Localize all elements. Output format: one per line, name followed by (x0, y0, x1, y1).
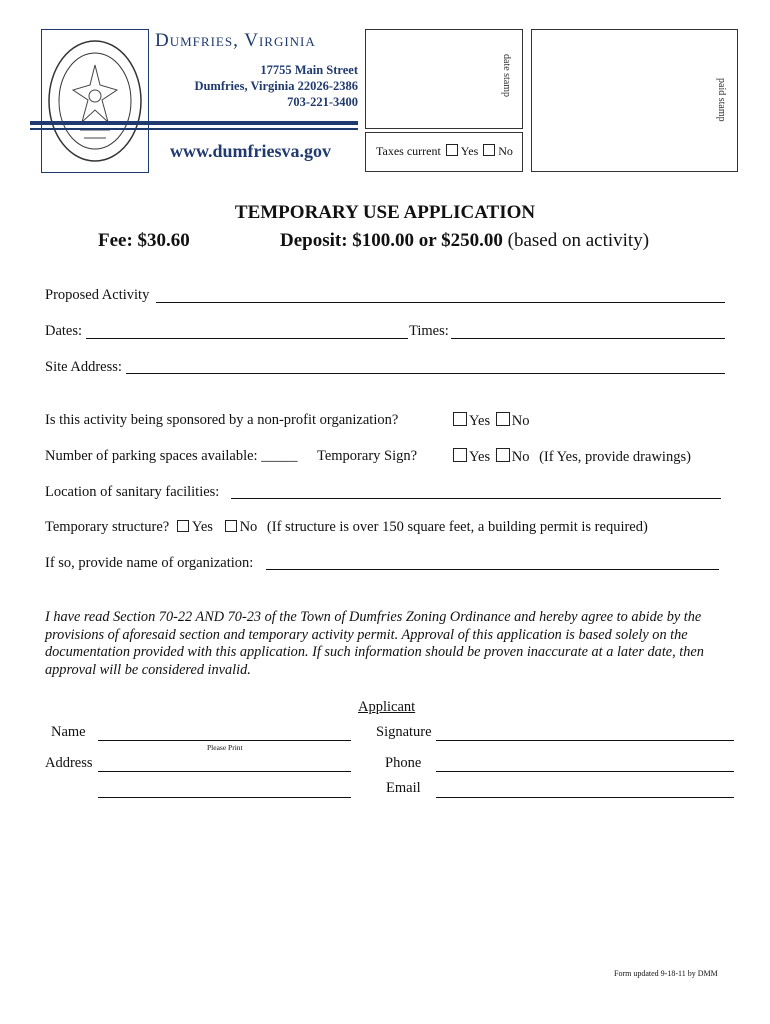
date-stamp-box (365, 29, 523, 129)
email-field[interactable] (436, 797, 734, 798)
header-bar-top (30, 121, 358, 125)
sign-no-label: No (511, 449, 530, 465)
sign-yes-label: Yes (469, 449, 491, 465)
structure-yes-label: Yes (191, 519, 213, 535)
structure-yes-checkbox[interactable] (177, 520, 189, 532)
form-title: TEMPORARY USE APPLICATION (234, 202, 536, 223)
taxes-label: Taxes current (376, 144, 441, 158)
sanitary-field[interactable] (231, 498, 721, 499)
address-label: Address (45, 755, 93, 771)
town-seal (41, 29, 149, 173)
sign-yes-checkbox[interactable] (453, 448, 467, 462)
nonprofit-question: Is this activity being sponsored by a non-profit organization? (45, 412, 399, 428)
site-address-field[interactable] (126, 373, 725, 374)
taxes-no-checkbox[interactable] (483, 144, 495, 156)
city-state-zip: Dumfries, Virginia 22026-2386 (194, 79, 358, 93)
temp-sign-label: Temporary Sign? (317, 448, 418, 464)
applicant-heading: Applicant (358, 699, 416, 715)
sanitary-label: Location of sanitary facilities: (45, 484, 220, 500)
email-label: Email (386, 780, 421, 796)
deposit-note: (based on activity) (507, 230, 650, 251)
structure-note: (If structure is over 150 square feet, a building permit is required) (266, 519, 648, 535)
phone-number: 703-221-3400 (287, 95, 358, 109)
name-field[interactable] (98, 740, 351, 741)
paid-stamp-label: paid stamp (716, 78, 727, 122)
name-label: Name (51, 724, 86, 740)
signature-label: Signature (376, 724, 432, 740)
proposed-activity-label: Proposed Activity (45, 287, 150, 303)
website-link[interactable]: www.dumfriesva.gov (170, 141, 331, 161)
seal-icon (42, 30, 148, 172)
times-field[interactable] (451, 338, 725, 339)
street-address: 17755 Main Street (260, 63, 358, 77)
dates-label: Dates: (45, 323, 83, 339)
times-label: Times: (409, 323, 449, 339)
proposed-activity-field[interactable] (156, 302, 725, 303)
parking-label: Number of parking spaces available: _____ (45, 448, 298, 464)
nonprofit-no-checkbox[interactable] (496, 412, 510, 426)
fee: Fee: $30.60 (98, 230, 190, 251)
header-bar-bottom (30, 128, 358, 130)
dates-field[interactable] (86, 338, 408, 339)
phone-label: Phone (385, 755, 422, 771)
sign-no-checkbox[interactable] (496, 448, 510, 462)
phone-field[interactable] (436, 771, 734, 772)
taxes-yes-checkbox[interactable] (446, 144, 458, 156)
drawings-note: (If Yes, provide drawings) (539, 449, 691, 465)
structure-no-label: No (239, 519, 258, 535)
structure-question: Temporary structure? (45, 519, 170, 535)
site-address-label: Site Address: (45, 359, 122, 375)
org-name-label: If so, provide name of organization: (45, 555, 254, 571)
address-field-line-2[interactable] (98, 797, 351, 798)
nonprofit-no-label: No (511, 413, 530, 429)
agreement-text: I have read Section 70-22 AND 70-23 of the Town of Dumfries Zoning Ordinance and hereby agree to abide by the provisions of aforesaid section and temporary activity permit. Approval of this application is based solely on the documentation provided with this application. If such information should be proven inaccurate at a later date, then approval will be considered invalid. (45, 609, 704, 678)
date-stamp-label: date stamp (501, 54, 512, 98)
signature-field[interactable] (436, 740, 734, 741)
paid-stamp-box (531, 29, 738, 172)
structure-no-checkbox[interactable] (225, 520, 237, 532)
nonprofit-yes-checkbox[interactable] (453, 412, 467, 426)
nonprofit-yes-label: Yes (469, 413, 491, 429)
form-updated-note: Form updated 9-18-11 by DMM (614, 969, 718, 978)
address-field-line-1[interactable] (98, 771, 351, 772)
taxes-yes-label: Yes (460, 144, 479, 158)
please-print-note: Please Print (207, 743, 243, 752)
town-address (160, 62, 358, 110)
taxes-no-label: No (498, 144, 513, 158)
town-name: Dumfries, Virginia (155, 30, 316, 51)
deposit: Deposit: $100.00 or $250.00 (280, 230, 503, 251)
org-name-field[interactable] (266, 569, 719, 570)
taxes-box (365, 132, 523, 172)
